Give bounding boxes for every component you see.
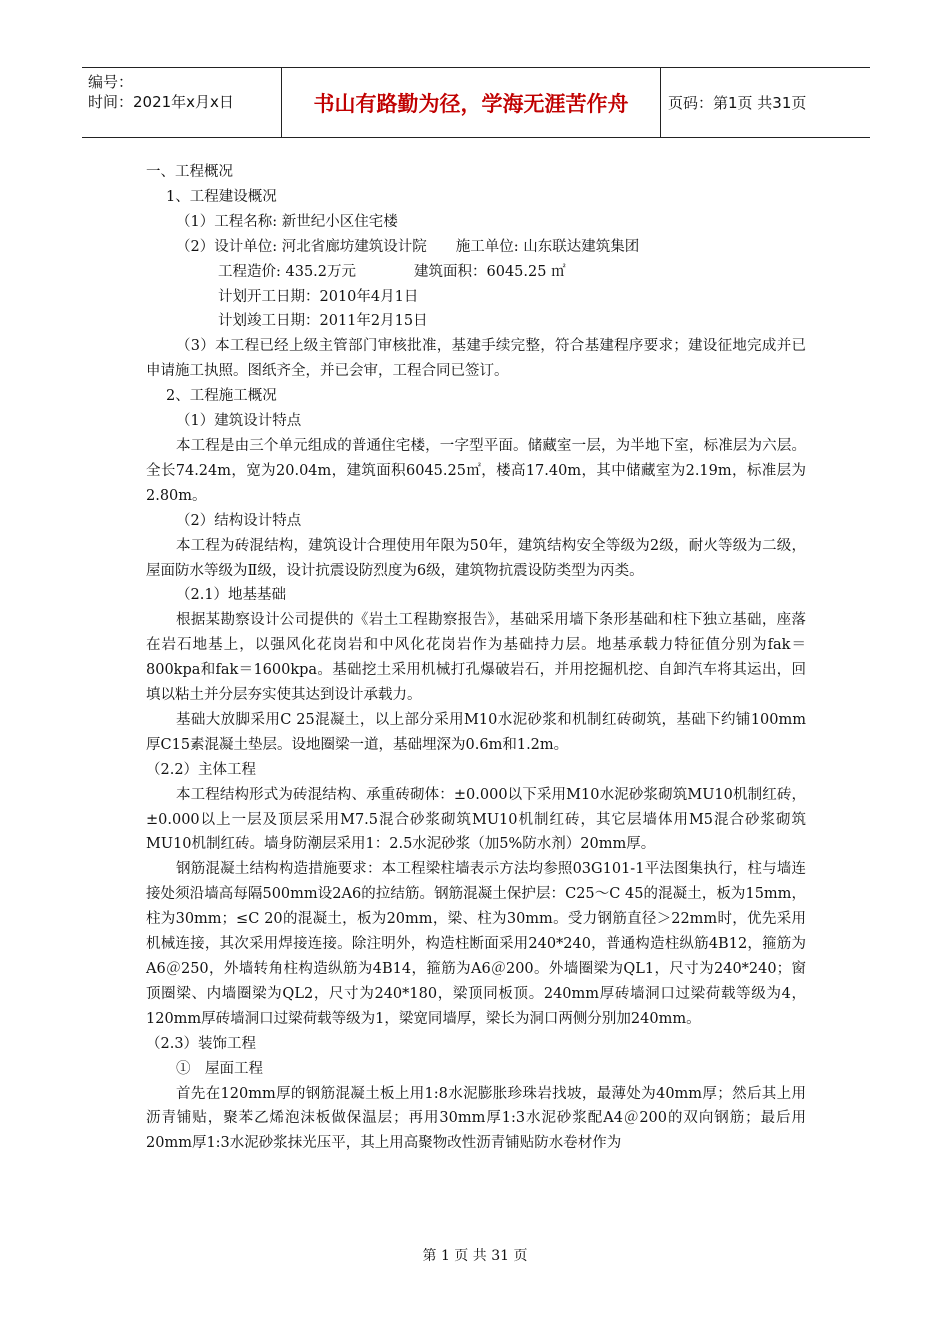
paragraph: （2.1）地基基础 — [176, 587, 287, 604]
paragraph: 本工程是由三个单元组成的普通住宅楼，一字型平面。储藏室一层，为半地下室，标准层为六层。全长74.24m，宽为20.04m，建筑面积6045.25㎡，楼高17.40m，其中储藏室为2.19m，标准层为2.80m。 — [146, 437, 806, 504]
header-motto: 书山有路勤为径，学海无涯苦作舟 — [281, 68, 661, 137]
paragraph: 计划开工日期：2010年4月1日 — [218, 288, 419, 305]
paragraph: 本工程为砖混结构，建筑设计合理使用年限为50年，建筑结构安全等级为2级，耐火等级为二级，屋面防水等级为Ⅱ级，设计抗震设防烈度为6级，建筑物抗震设防类型为丙类。 — [146, 537, 806, 579]
paragraph: 2、工程施工概况 — [166, 388, 277, 405]
page-header — [82, 67, 870, 138]
paragraph: （3）本工程已经上级主管部门审核批准，基建手续完整，符合基建程序要求；建设征地完成并已申请施工执照。图纸齐全，并已会审，工程合同已签订。 — [146, 338, 806, 380]
paragraph: 根据某勘察设计公司提供的《岩土工程勘察报告》，基础采用墙下条形基础和柱下独立基础，座落在岩石地基上，以强风化花岗岩和中风化花岗岩作为基础持力层。地基承载力特征值分别为fak＝800kpa和fak＝1600kpa。基础挖土采用机械打孔爆破岩石，并用挖掘机挖、自卸汽车将其运出，回填以粘土并分层夯实使其达到设计承载力。 — [146, 612, 806, 704]
header-page-info: 页码：第1页 共31页 — [668, 94, 807, 112]
paragraph: 计划竣工日期：2011年2月15日 — [218, 313, 428, 330]
paragraph: 基础大放脚采用C 25混凝土，以上部分采用M10水泥砂浆和机制红砖砌筑，基础下约铺100mm厚C15素混凝土垫层。设地圈梁一道，基础埋深为0.6m和1.2m。 — [146, 711, 806, 753]
date-line: 时间：2021年x月x日 — [88, 93, 234, 111]
paragraph: （1）建筑设计特点 — [176, 413, 302, 430]
paragraph: 首先在120mm厚的钢筋混凝土板上用1:8水泥膨胀珍珠岩找坡，最薄处为40mm厚；然后其上用沥青铺贴，聚苯乙烯泡沫板做保温层；再用30mm厚1:3水泥砂浆配A4＠200的双向钢筋；最后用20mm厚1:3水泥砂浆抹光压平，其上用高聚物改性沥青铺贴防水卷材作为 — [146, 1085, 806, 1152]
header-left-cell — [88, 72, 283, 112]
paragraph: （1）工程名称: 新世纪小区住宅楼 — [176, 213, 398, 230]
paragraph: 1、工程建设概况 — [166, 188, 277, 205]
paragraph: （2）设计单位: 河北省廊坊建筑设计院 施工单位: 山东联达建筑集团 — [176, 238, 640, 255]
paragraph: 钢筋混凝土结构构造措施要求：本工程梁柱墙表示方法均参照03G101-1平法图集执行，柱与墙连接处须沿墙高每隔500mm设2A6的拉结筋。钢筋混凝土保护层：C25～C 45的混凝土，板为15mm，柱为30mm；≤C 20的混凝土，板为20mm，梁、柱为30mm。受力钢筋直径＞22mm时，优先采用机械连接，其次采用焊接连接。除注明外，构造柱断面采用240*240，普通构造柱纵筋4B12，箍筋为A6＠250，外墙转角柱构造纵筋为4B14，箍筋为A6＠200。外墙圈梁为QL1，尺寸为240*240；窗顶圈梁、内墙圈梁为QL2，尺寸为240*180，梁顶同板顶。240mm厚砖墙洞口过梁荷载等级为4，120mm厚砖墙洞口过梁荷载等级为1，梁宽同墙厚，梁长为洞口两侧分别加240mm。 — [146, 861, 806, 1027]
paragraph: 工程造价: 435.2万元 建筑面积：6045.25 ㎡ — [218, 263, 566, 280]
paragraph: （2.3）装饰工程 — [146, 1035, 257, 1052]
paragraph: 一、工程概况 — [146, 164, 233, 180]
paragraph: ① 屋面工程 — [176, 1060, 263, 1077]
paragraph: （2.2）主体工程 — [146, 761, 257, 778]
code-label: 编号： — [88, 73, 134, 91]
paragraph: 本工程结构形式为砖混结构、承重砖砌体：±0.000以下采用M10水泥砂浆砌筑MU10机制红砖，±0.000以上一层及顶层采用M7.5混合砂浆砌筑MU10机制红砖，其它层墙体用M5混合砂浆砌筑MU10机制红砖。墙身防潮层采用1：2.5水泥砂浆（加5%防水剂）20mm厚。 — [146, 786, 806, 853]
document-body — [146, 160, 806, 1156]
page-footer: 第 1 页 共 31 页 — [422, 1248, 528, 1264]
paragraph: （2）结构设计特点 — [176, 512, 302, 529]
